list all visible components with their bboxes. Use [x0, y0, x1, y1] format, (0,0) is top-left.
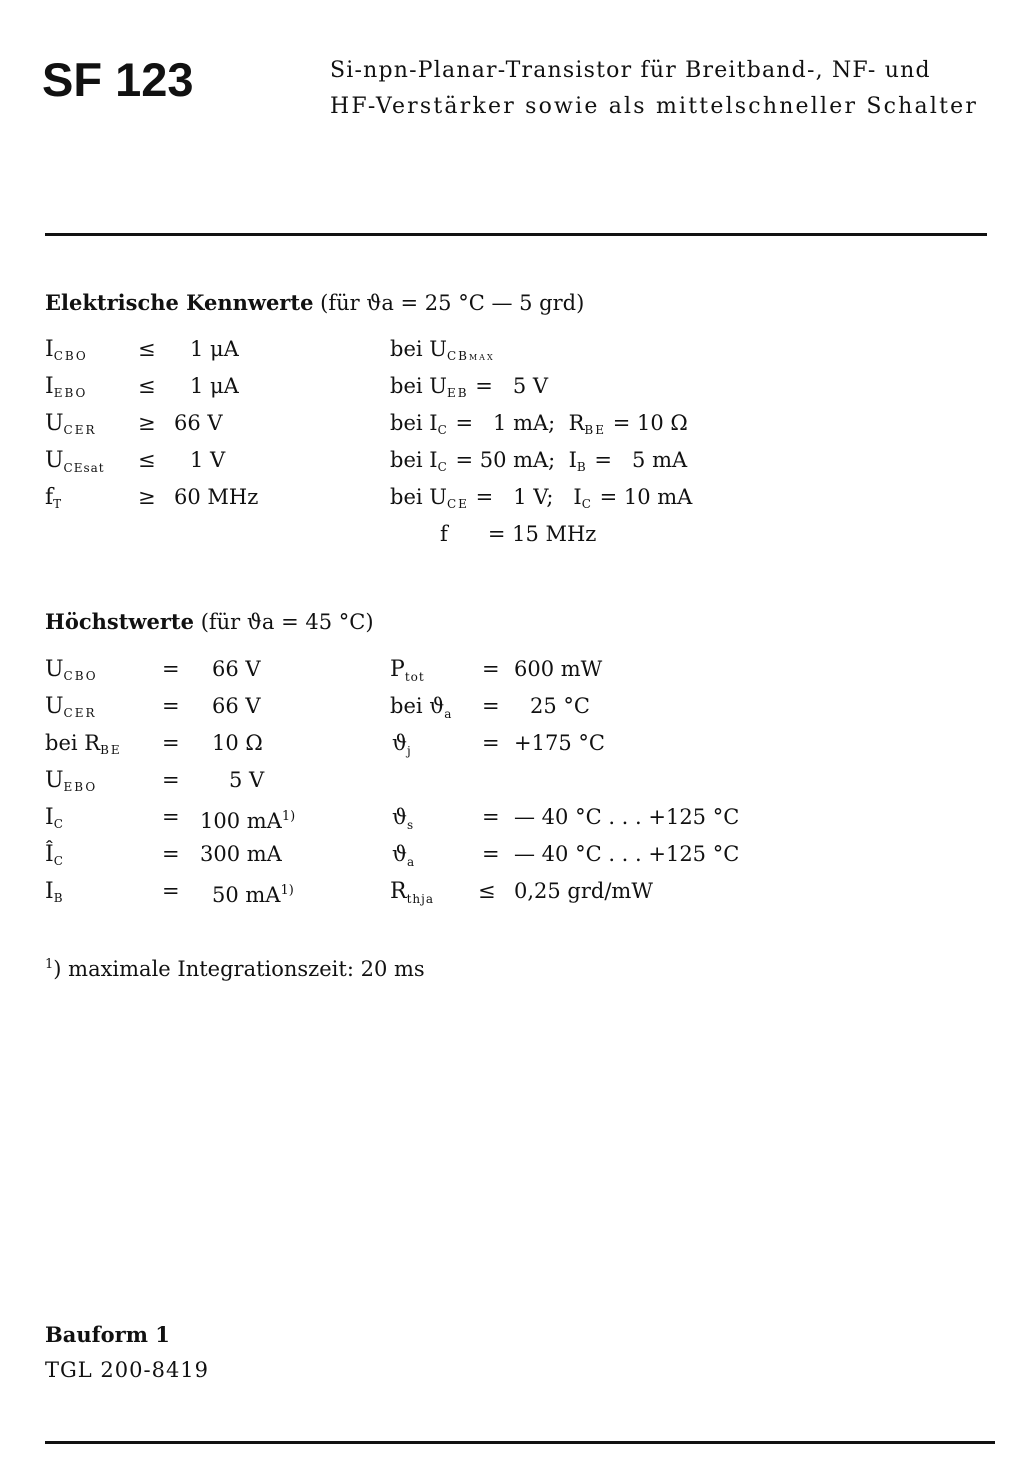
- elec-row-value: 1 μA: [190, 374, 239, 398]
- maximum-heading-condition: (für ϑa = 45 °C): [200, 610, 374, 634]
- maximum-heading: [45, 609, 374, 634]
- max-left-symbol: $U_{EBO}$: [45, 768, 98, 794]
- top-divider: [45, 233, 987, 236]
- max-right-symbol: bei $ϑ_a$: [390, 694, 453, 721]
- max-left-value: 66 V: [212, 657, 261, 681]
- electrical-heading-condition: (für ϑa = 25 °C — 5 grd): [320, 291, 585, 315]
- elec-row-value: 60 MHz: [174, 485, 259, 509]
- maximum-heading-title: Höchstwerte: [45, 609, 194, 634]
- max-left-value: 100 $mA^{1)}$: [200, 809, 296, 833]
- elec-row-condition: bei $U_{EB} = 5$ V: [390, 374, 549, 400]
- bauform-label: Bauform 1: [45, 1322, 170, 1347]
- max-right-symbol: $ϑ_j$: [392, 731, 412, 758]
- max-left-eq: =: [162, 805, 180, 829]
- max-right-value: — 40 °C . . . +125 °C: [514, 805, 740, 829]
- max-right-eq: =: [482, 657, 500, 681]
- elec-row-symbol: $U_{CER}$: [45, 411, 97, 437]
- max-left-eq: =: [162, 731, 180, 755]
- elec-row-condition: bei $I_C = 1$ mA; $R_{BE} = 10$ Ω: [390, 411, 688, 437]
- max-left-eq: =: [162, 694, 180, 718]
- max-right-eq: ≤: [478, 879, 496, 903]
- max-left-value: 5 V: [229, 768, 265, 792]
- max-right-value: — 40 °C . . . +125 °C: [514, 842, 740, 866]
- max-left-eq: =: [162, 879, 180, 903]
- max-right-symbol: $ϑ_a$: [392, 842, 416, 869]
- max-right-eq: =: [482, 694, 500, 718]
- elec-row-symbol: $U_{CEsat}$: [45, 448, 105, 475]
- max-right-value: 25 °C: [530, 694, 590, 718]
- elec-row-symbol: $I_{CBO}$: [45, 337, 88, 363]
- max-right-eq: =: [482, 842, 500, 866]
- page-title: SF 123: [42, 53, 194, 106]
- description-line-1: Si-npn-Planar-Transistor für Breitband-, NF- und: [330, 58, 931, 83]
- elec-row-condition: bei $I_C = 50$ mA; $I_B = 5$ mA: [390, 448, 688, 474]
- max-right-eq: =: [482, 731, 500, 755]
- max-left-eq: =: [162, 768, 180, 792]
- footnote-marker: 1: [45, 957, 54, 972]
- elec-row-relation: ≤: [138, 448, 156, 472]
- max-right-symbol: $ϑ_s$: [392, 805, 415, 832]
- max-left-value: 50 $mA^{1)}$: [212, 883, 294, 907]
- max-left-value: 300 mA: [200, 842, 282, 866]
- elec-row-symbol: $I_{EBO}$: [45, 374, 88, 400]
- max-left-value: 10 Ω: [212, 731, 263, 755]
- max-left-symbol: $I_B$: [45, 879, 65, 905]
- electrical-heading: [45, 290, 584, 315]
- max-left-eq: =: [162, 842, 180, 866]
- elec-extra-condition: f = 15 MHz: [440, 522, 597, 546]
- max-left-symbol: $U_{CER}$: [45, 694, 97, 720]
- max-right-value: 600 mW: [514, 657, 603, 681]
- description-line-2: HF-Verstärker sowie als mittelschneller Schalter: [330, 94, 979, 119]
- elec-row-value: 1 V: [190, 448, 226, 472]
- max-right-eq: =: [482, 805, 500, 829]
- elec-row-relation: ≥: [138, 411, 156, 435]
- max-left-eq: =: [162, 657, 180, 681]
- max-right-symbol: $P_{tot}$: [390, 657, 425, 684]
- elec-row-condition: bei $U_{CE} = 1$ V; $I_C = 10$ mA: [390, 485, 693, 511]
- bottom-divider: [45, 1441, 995, 1444]
- elec-row-condition: bei $U_{CBmax}$: [390, 337, 495, 363]
- electrical-heading-title: Elektrische Kennwerte: [45, 290, 314, 315]
- max-right-value: +175 °C: [514, 731, 605, 755]
- elec-row-relation: ≥: [138, 485, 156, 509]
- max-left-symbol: $Î_C$: [45, 842, 65, 868]
- tgl-standard: TGL 200-8419: [45, 1358, 210, 1382]
- max-left-symbol: $I_C$: [45, 805, 65, 831]
- footnote-text: ) maximale Integrationszeit: 20 ms: [53, 957, 425, 981]
- elec-row-value: 66 V: [174, 411, 223, 435]
- elec-row-relation: ≤: [138, 337, 156, 361]
- footnote: [45, 957, 425, 981]
- elec-row-symbol: $f_T$: [45, 485, 64, 511]
- max-left-value: 66 V: [212, 694, 261, 718]
- max-left-symbol: $U_{CBO}$: [45, 657, 98, 683]
- max-right-symbol: $R_{thja}$: [390, 879, 435, 906]
- max-right-value: 0,25 grd/mW: [514, 879, 653, 903]
- max-left-symbol: bei $R_{BE}$: [45, 731, 122, 757]
- elec-row-value: 1 μA: [190, 337, 239, 361]
- elec-row-relation: ≤: [138, 374, 156, 398]
